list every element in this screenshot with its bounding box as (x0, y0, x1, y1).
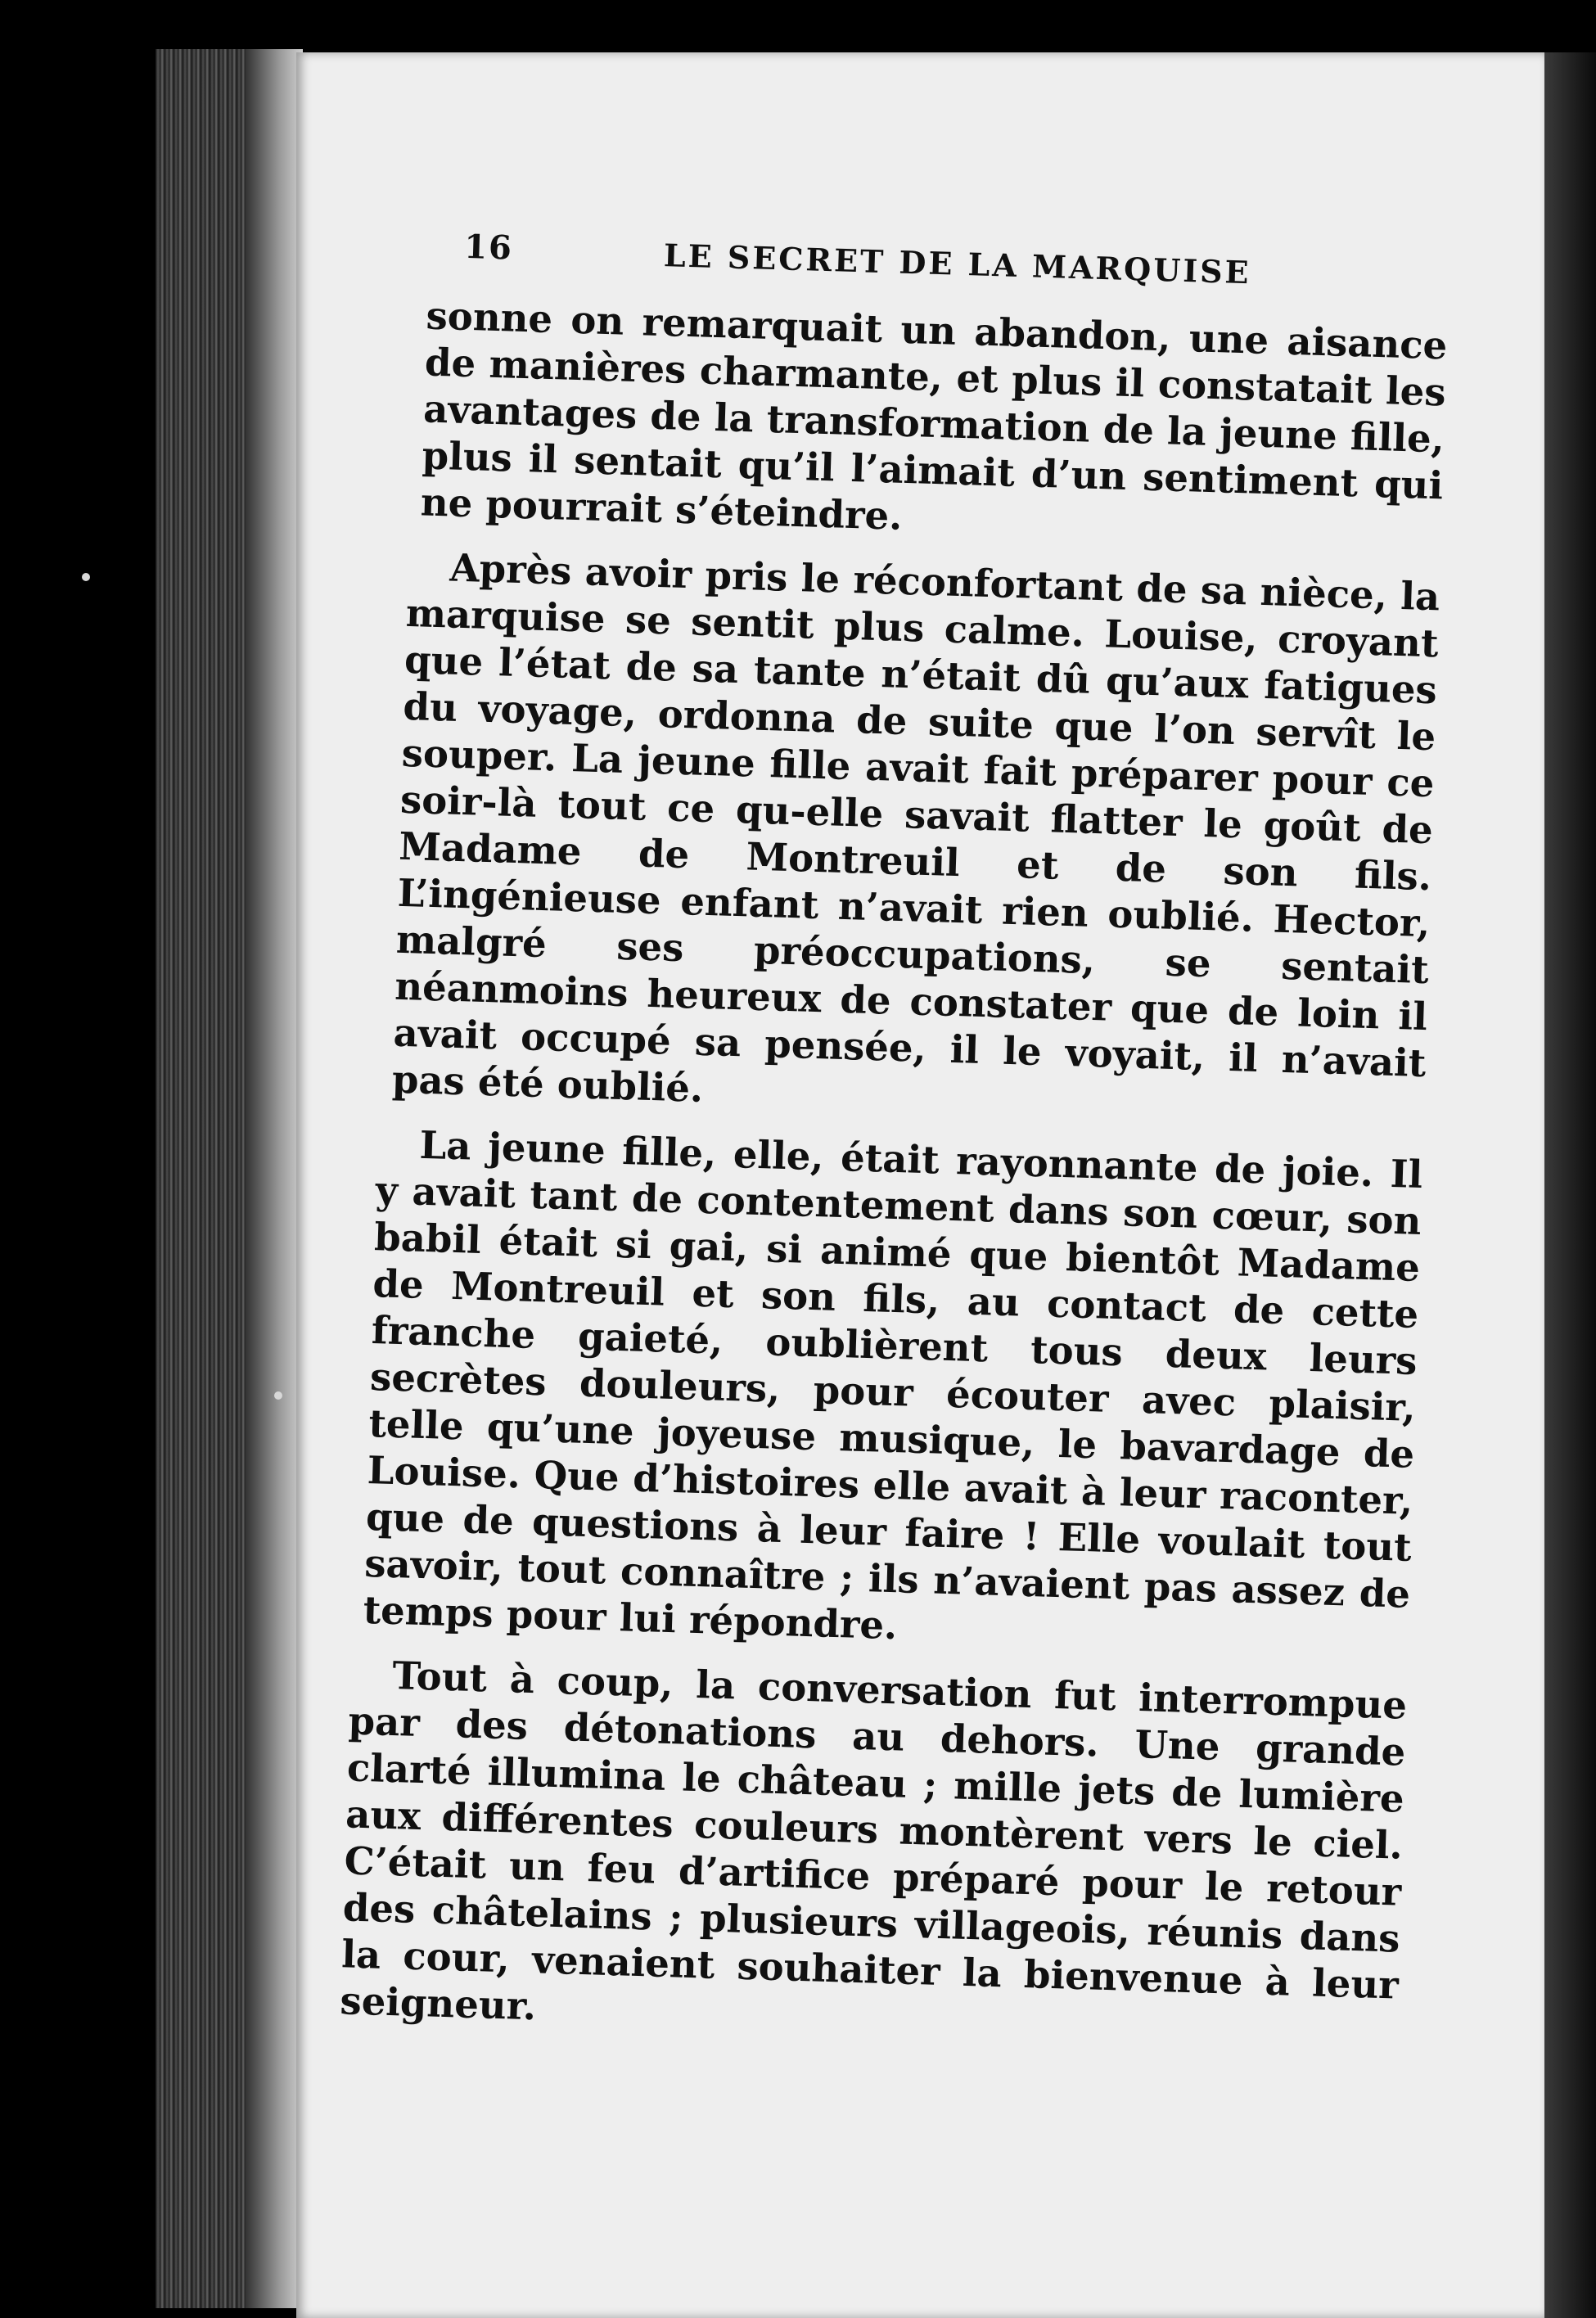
scan-speck (82, 573, 90, 581)
scan-speck (274, 1391, 282, 1400)
paragraph: Après avoir pris le réconfortant de sa nièce, la marquise se sentit plus calme. Louise, croyant que l’état de sa tante n’était dû qu’aux fatigues du voyage, ordonna de suite que l’on servît le souper. La jeune fille avait fait préparer pour ce soir-là tout ce qu-elle savait flatter le goût de Madame de Montreuil et de son fils. L’ingénieuse enfant n’avait rien oublié. Hector, malgré ses préoccupations, se sentait néanmoins heureux de constater que de loin il avait occupé sa pensée, il le voyait, il n’avait pas été oublié. (391, 544, 1440, 1111)
paragraph: sonne on remarquait un abandon, une aisance de manières charmante, et plus il constatait les avantages de la transformation de la jeune fille, plus il sentait qu’il l’aimait d’un sentiment qui ne pourrait s’éteindre. (420, 292, 1449, 539)
paragraph: La jeune fille, elle, était rayonnante de joie. Il y avait tant de contentement dans son cœur, son babil était si gai, si animé que bientôt Madame de Montreuil et son fils, au contact de cette franche gaieté, oublièrent tous deux leurs secrètes douleurs, pour écouter avec plaisir, telle qu’une joyeuse musique, le bavardage de Louise. Que d’histoires elle avait à leur raconter, que de questions à leur faire ! Elle voulait tout savoir, tout connaître ; ils n’avaient pas assez de temps pour lui répondre. (362, 1121, 1423, 1648)
page-number: 16 (463, 227, 514, 268)
page-text-block (332, 225, 1449, 2073)
paragraph: Tout à coup, la conversation fut interrompue par des détonations au dehors. Une grande clarté illumina le château ; mille jets de lumière aux différentes couleurs montèrent vers le ciel. C’était un feu d’artifice préparé pour le retour des châtelains ; plusieurs villageois, réunis dans la cour, venaient souhaiter la bienvenue à leur seigneur. (339, 1653, 1408, 2029)
book-gutter (246, 49, 303, 2308)
running-title: LE SECRET DE LA MARQUISE (663, 237, 1252, 291)
page-right-edge (1544, 52, 1596, 2318)
